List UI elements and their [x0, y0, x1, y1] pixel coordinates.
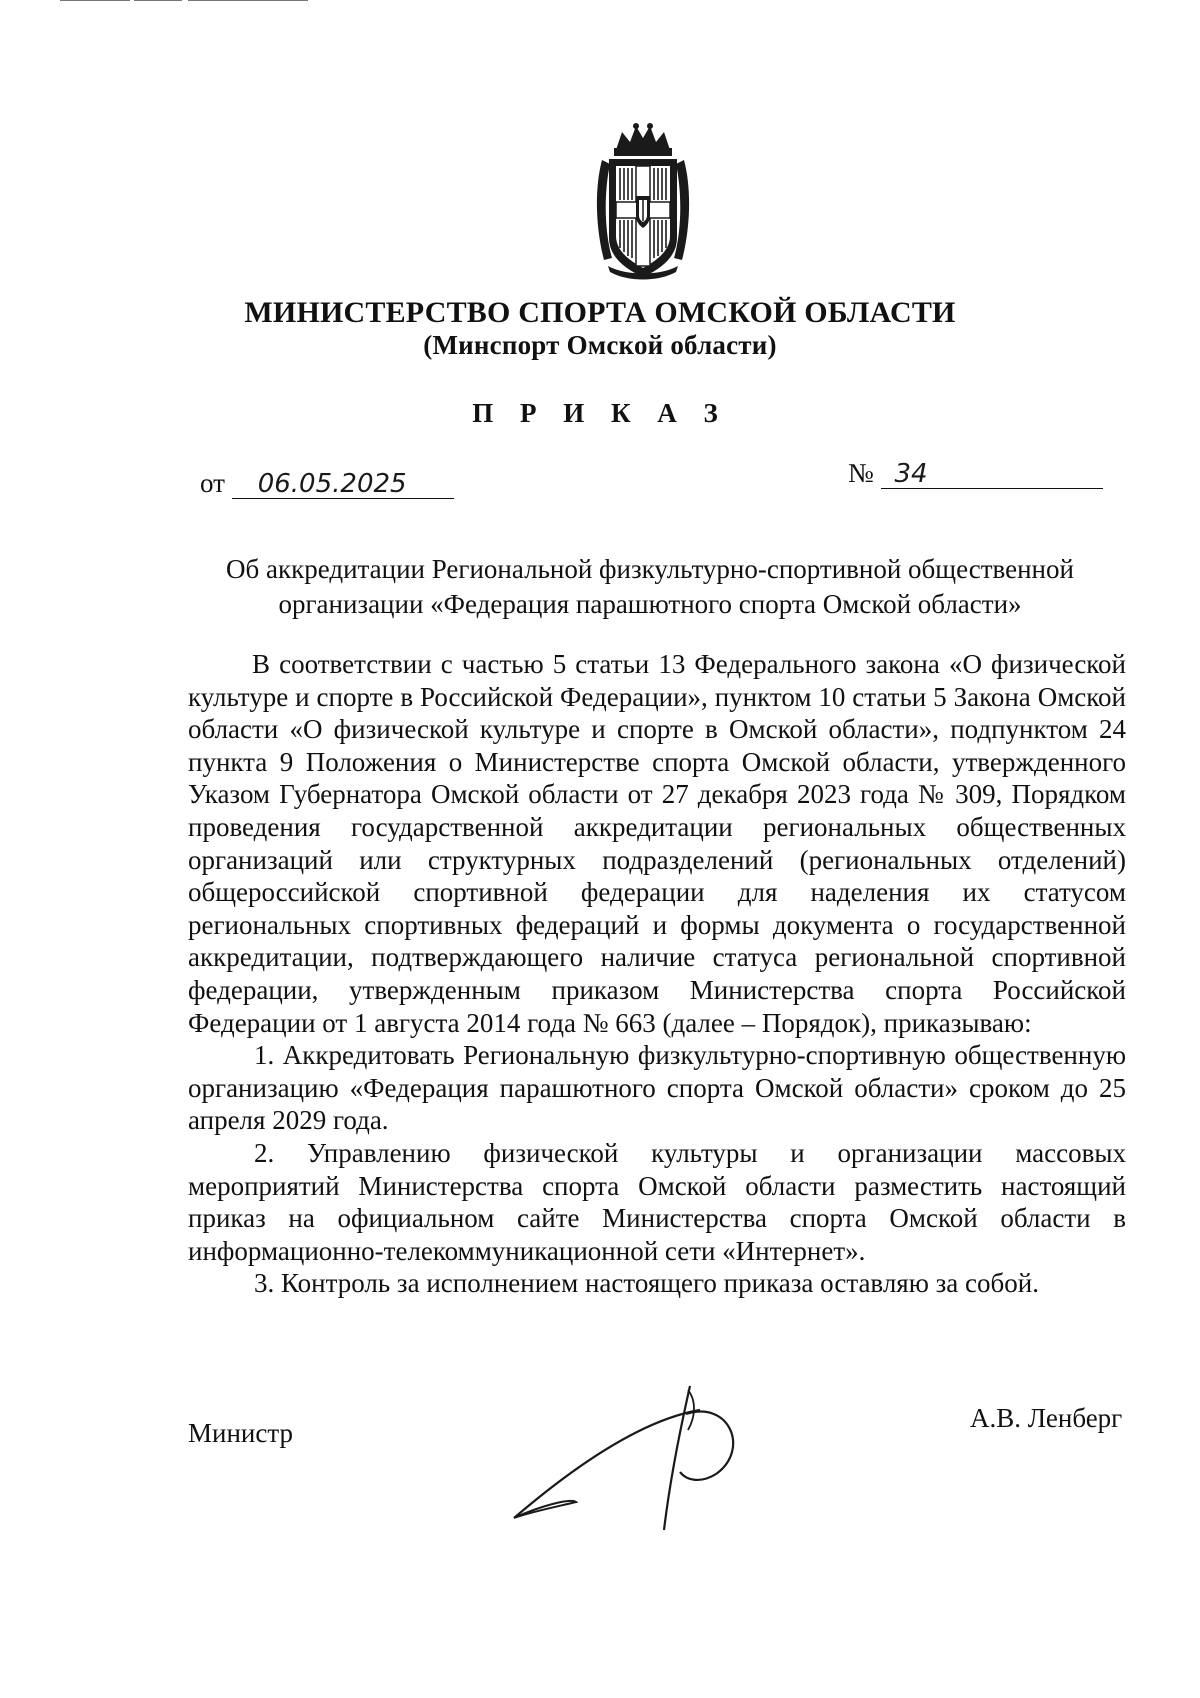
organization-title: МИНИСТЕРСТВО СПОРТА ОМСКОЙ ОБЛАСТИ: [244, 296, 956, 329]
document-body: [188, 648, 1126, 1300]
document-date: [200, 468, 454, 499]
document-type: П Р И К А З: [472, 398, 728, 428]
order-item: 3. Контроль за исполнением настоящего приказа оставляю за собой.: [254, 1268, 1039, 1299]
document-number: [848, 458, 1103, 489]
coat-of-arms-icon: [592, 120, 694, 280]
number-value: 34: [881, 459, 1103, 489]
handwritten-signature: [500, 1380, 760, 1540]
document-subject: [200, 552, 1100, 622]
signatory-position: Министр: [188, 1418, 293, 1448]
subject-line: Об аккредитации Региональной физкультурно-спортивной общественной: [226, 554, 1074, 584]
organization-short-title: (Минспорт Омской области): [423, 330, 777, 360]
date-prefix: от: [200, 468, 225, 498]
preamble-paragraph: В соответствии с частью 5 статьи 13 Федерального закона «О физической культуре и спорте в Российской Федерации», пунктом 10 статьи 5 Закона Омской области «О физической культуре и спорте в Омской области», подпунктом 24 пункта 9 Положения о Министерстве спорта Омской области, утвержденного Указом Губернатора Омской области от 27 декабря 2023 года № 309, Порядком проведения государственной аккредитации региональных общественных организаций или структурных подразделений (региональных отделений) общероссийской спортивной федерации для наделения их статусом региональных спортивных федераций и формы документа о государственной аккредитации, подтверждающего наличие статуса региональной спортивной федерации, утвержденным приказом Министерства спорта Российской Федерации от 1 августа 2014 года № 663 (далее – Порядок), приказываю:: [188, 649, 1126, 1038]
date-value: 06.05.2025: [232, 469, 454, 499]
number-prefix: №: [848, 458, 874, 488]
subject-line: организации «Федерация парашютного спорта Омской области»: [278, 589, 1022, 619]
order-item: 1. Аккредитовать Региональную физкультурно-спортивную общественную организацию «Федерация парашютного спорта Омской области» сроком до 25 апреля 2029 года.: [188, 1040, 1126, 1136]
order-item: 2. Управлению физической культуры и организации массовых мероприятий Министерства спорта Омской области разместить настоящий приказ на официальном сайте Министерства спорта Омской области в информационно-телекоммуникационной сети «Интернет».: [188, 1137, 1126, 1266]
signatory-name: А.В. Ленберг: [970, 1403, 1123, 1433]
scan-edge-marks: [0, 0, 360, 4]
